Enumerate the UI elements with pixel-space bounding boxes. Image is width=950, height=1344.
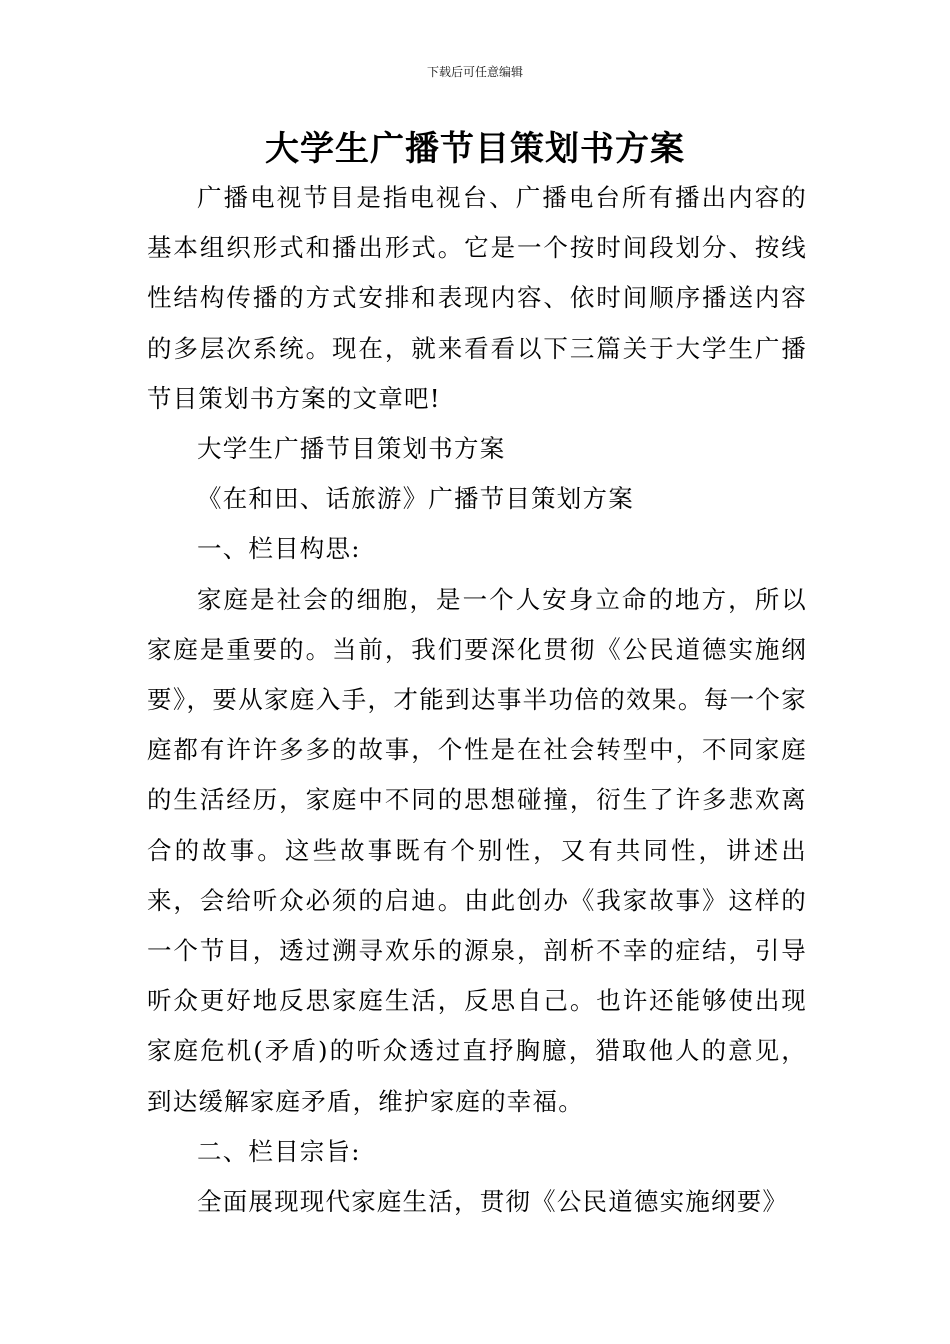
program-title: 《在和田、话旅游》广播节目策划方案: [197, 484, 634, 514]
concept-heading: 一、栏目构思:: [197, 534, 361, 564]
purpose-paragraph: 全面展现现代家庭生活，贯彻《公民道德实施纲要》: [197, 1187, 789, 1217]
document-body: [147, 173, 807, 1227]
purpose-heading: 二、栏目宗旨:: [197, 1136, 361, 1166]
concept-paragraph: 家庭是社会的细胞，是一个人安身立命的地方，所以家庭是重要的。当前，我们要深化贯彻《公民道德实施纲要》，要从家庭入手，才能到达事半功倍的效果。每一个家庭都有许许多多的故事，个性是在社会转型中，不同家庭的生活经历，家庭中不同的思想碰撞，衍生了许多悲欢离合的故事。这些故事既有个别性，又有共同性，讲述出来，会给听众必须的启迪。由此创办《我家故事》这样的一个节目，透过溯寻欢乐的源泉，剖析不幸的症结，引导听众更好地反思家庭生活，反思自己。也许还能够使出现家庭危机(矛盾)的听众透过直抒胸臆，猎取他人的意见，到达缓解家庭矛盾，维护家庭的幸福。: [147, 584, 807, 1116]
section-heading: 大学生广播节目策划书方案: [197, 434, 506, 464]
document-title: 大学生广播节目策划书方案: [265, 129, 685, 169]
intro-paragraph: 广播电视节目是指电视台、广播电台所有播出内容的基本组织形式和播出形式。它是一个按时间段划分、按线性结构传播的方式安排和表现内容、依时间顺序播送内容的多层次系统。现在，就来看看以下三篇关于大学生广播节目策划书方案的文章吧!: [147, 183, 807, 413]
download-note: 下载后可任意编辑: [426, 65, 523, 79]
